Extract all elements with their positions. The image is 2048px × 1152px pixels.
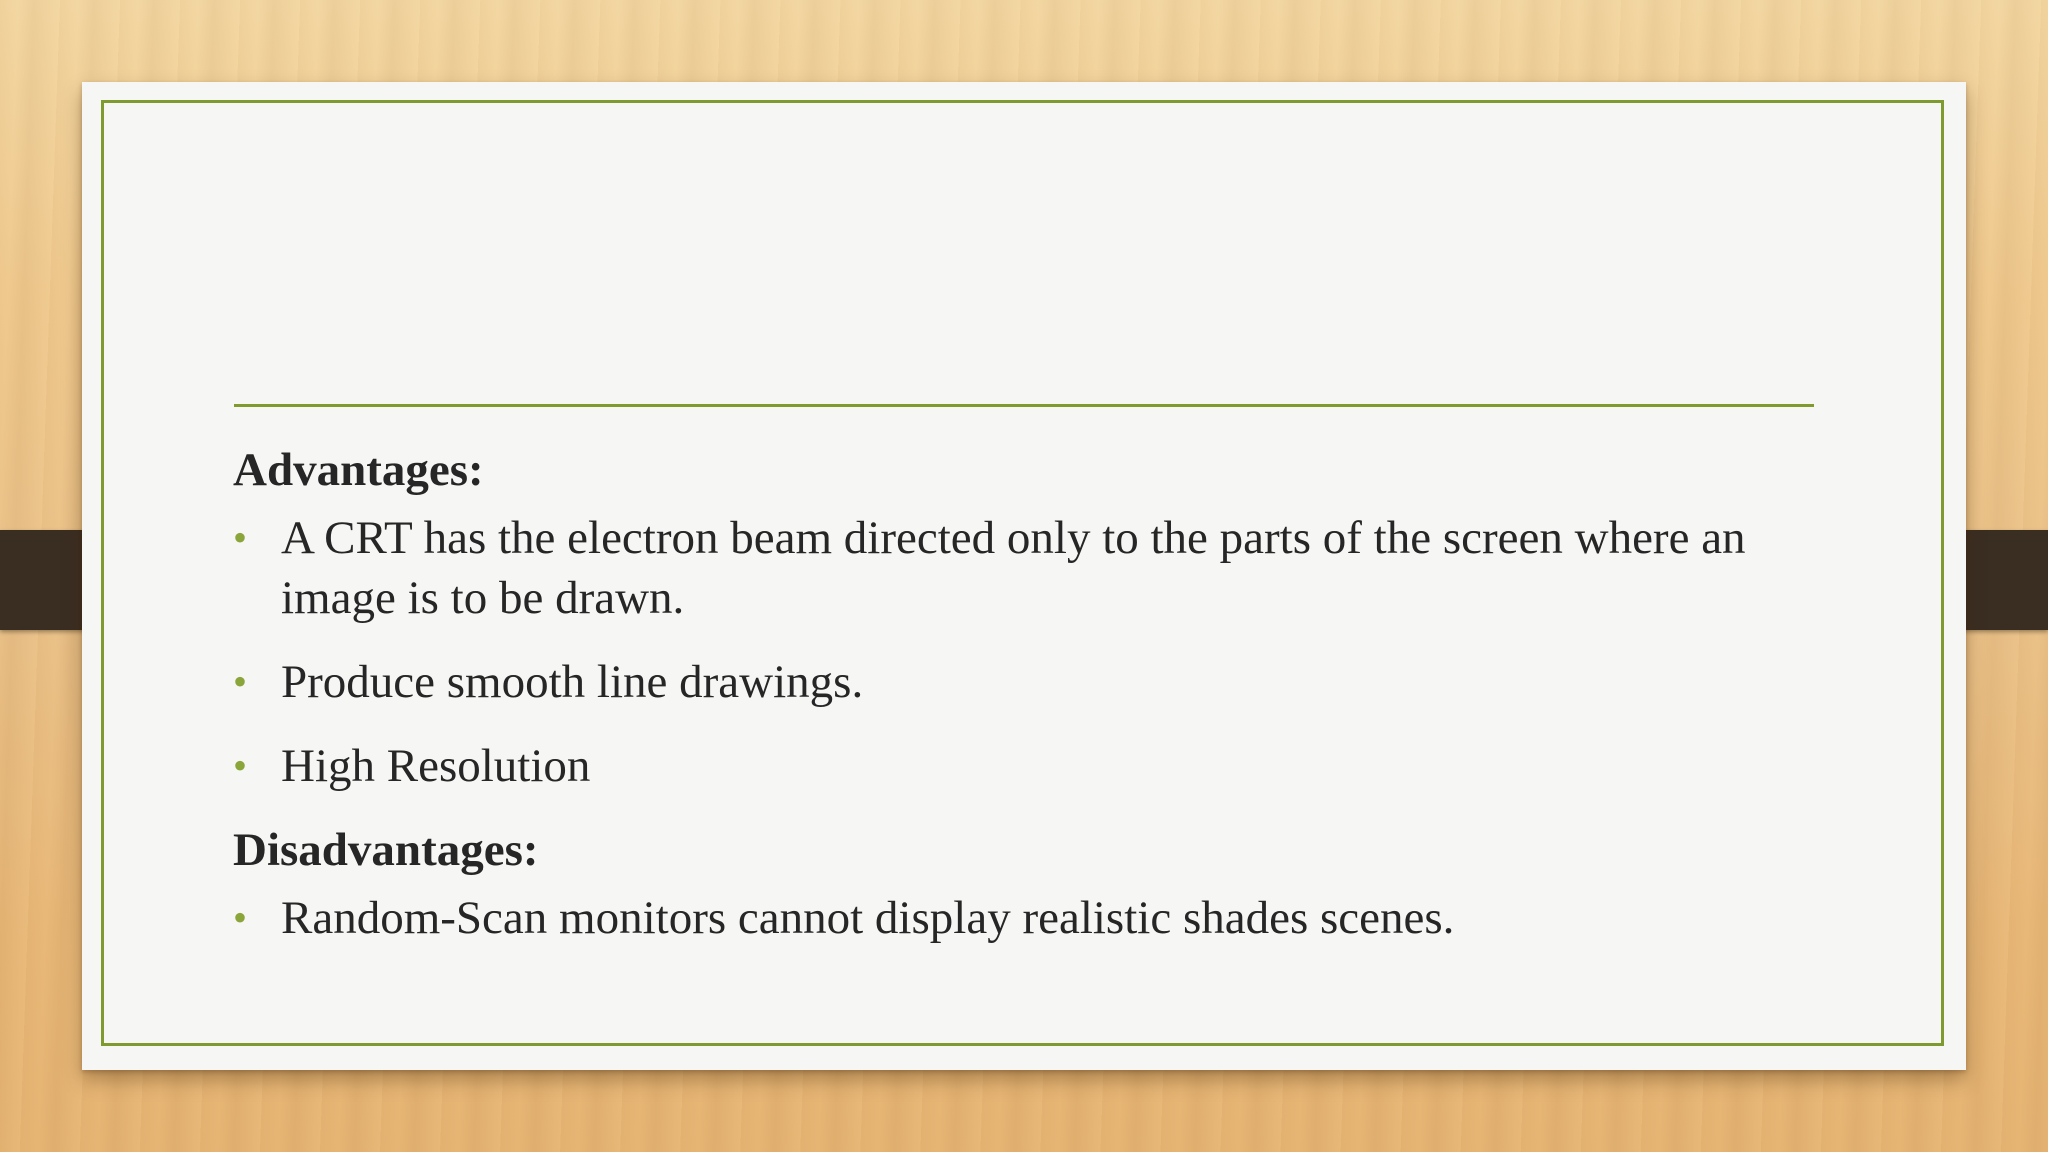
slide-paper: [82, 82, 1966, 1070]
list-item: [233, 508, 1833, 628]
list-item: [233, 888, 1833, 948]
list-item: [233, 736, 1833, 796]
bullet-text: Produce smooth line drawings.: [281, 656, 864, 708]
list-item: [233, 652, 1833, 712]
bullet-text: High Resolution: [281, 740, 591, 792]
bullet-icon: •: [233, 515, 248, 560]
bullet-icon: •: [233, 895, 248, 940]
slide-body: [233, 440, 1833, 972]
bullet-text: A CRT has the electron beam directed only to the parts of the screen where an image is to be drawn.: [281, 512, 1746, 624]
bullet-icon: •: [233, 743, 248, 788]
bullet-icon: •: [233, 659, 248, 704]
advantages-list: [233, 508, 1833, 796]
bullet-text: Random-Scan monitors cannot display realistic shades scenes.: [281, 892, 1455, 944]
disadvantages-list: [233, 888, 1833, 948]
title-divider: [234, 404, 1814, 407]
disadvantages-heading: Disadvantages:: [233, 824, 539, 876]
advantages-heading: Advantages:: [233, 444, 484, 496]
